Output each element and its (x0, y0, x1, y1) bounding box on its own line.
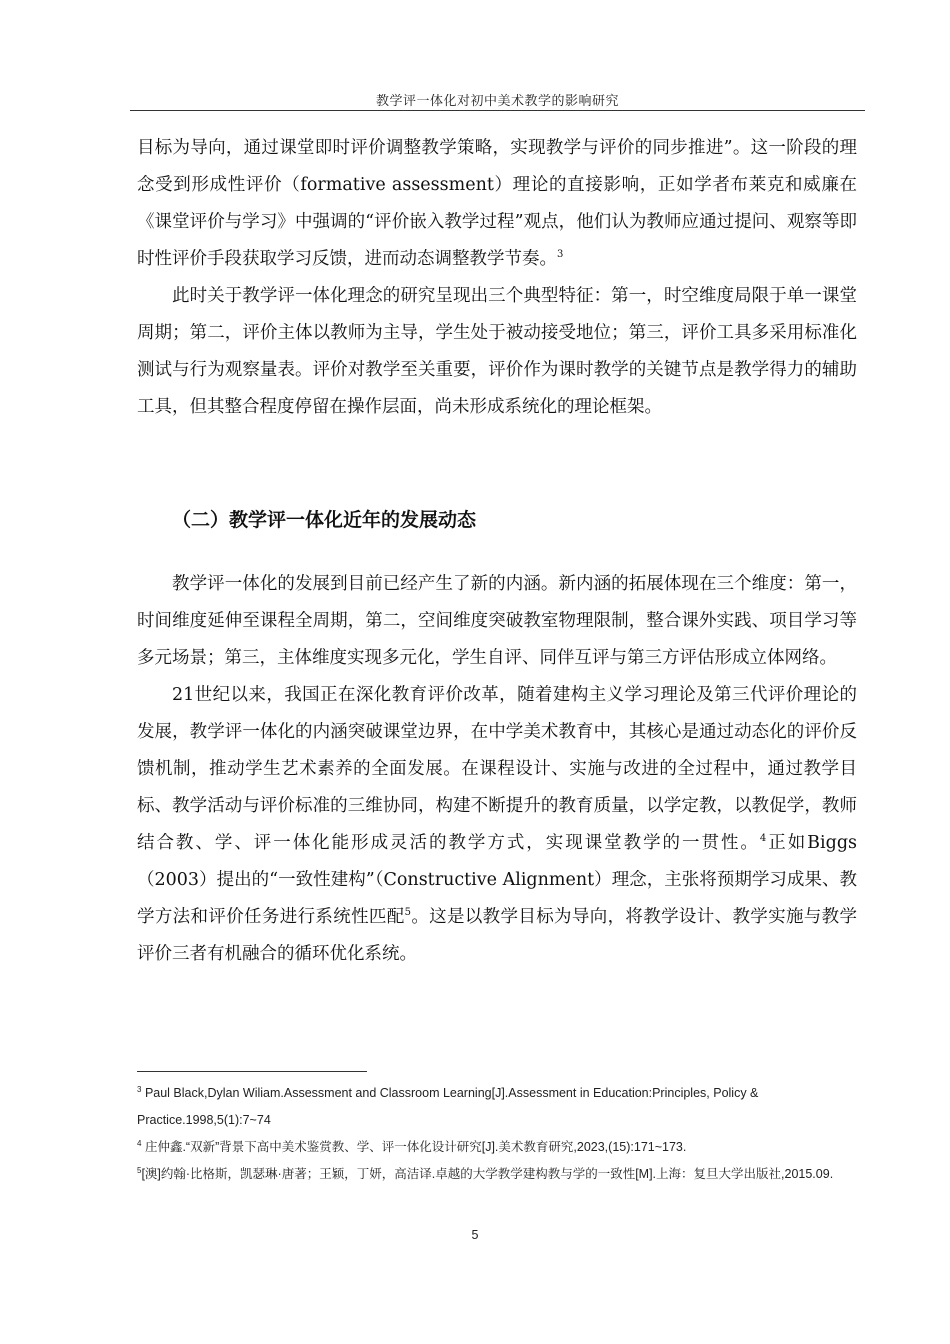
footnote-4 (137, 1134, 857, 1161)
running-header: 教学评一体化对初中美术教学的影响研究 (375, 94, 619, 109)
paragraph-3: 教学评一体化的发展到目前已经产生了新的内涵。新内涵的拓展体现在三个维度：第一，时间维度延伸至课程全周期，第二，空间维度突破教室物理限制，整合课外实践、项目学习等多元场景；第三，主体维度实现多元化，学生自评、同伴互评与第三方评估形成立体网络。 (137, 574, 857, 668)
paragraph-4 (137, 677, 857, 973)
paragraph-4-text-b: 正如Biggs（2003）提出的“一致性建构”（Constructive Alignment）理念，主张将预期学习成果、教学方法和评价任务进行系统性匹配 (137, 833, 858, 927)
body-block-2 (137, 566, 857, 973)
footnote-3 (137, 1080, 857, 1134)
footnote-4-text: 庄仲鑫.“双新”背景下高中美术鉴赏教、学、评一体化设计研究[J].美术教育研究,2023,(15):171~173. (144, 1140, 687, 1154)
paragraph-4-text-c: 。这是以教学目标为导向，将教学设计、教学实施与教学评价三者有机融合的循环优化系统。 (137, 907, 857, 964)
paragraph-2: 此时关于教学评一体化理念的研究呈现出三个典型特征：第一，时空维度局限于单一课堂周期；第二，评价主体以教师为主导，学生处于被动接受地位；第三，评价工具多采用标准化测试与行为观察量表。评价对教学至关重要，评价作为课时教学的关键节点是教学得力的辅助工具，但其整合程度停留在操作层面，尚未形成系统化的理论框架。 (137, 286, 857, 417)
section-heading: （二）教学评一体化近年的发展动态 (172, 509, 477, 531)
paragraph-1-text: 目标为导向，通过课堂即时评价调整教学策略，实现教学与评价的同步推进”。这一阶段的理念受到形成性评价（formative assessment）理论的直接影响，正如学者布莱克和威廉在《课堂评价与学习》中强调的“评价嵌入教学过程”观点，他们认为教师应通过提问、观察等即时性评价手段获取学习反馈，进而动态调整教学节奏。 (137, 138, 857, 269)
footnote-ref-3[interactable]: 3 (557, 249, 564, 261)
footnote-rule (137, 1071, 367, 1072)
footnote-5 (137, 1161, 857, 1188)
footnote-ref-5[interactable]: 5 (404, 907, 411, 919)
paragraph-4-text-a: 21世纪以来，我国正在深化教育评价改革，随着建构主义学习理论及第三代评价理论的发展，教学评一体化的内涵突破课堂边界，在中学美术教育中，其核心是通过动态化的评价反馈机制，推动学生艺术素养的全面发展。在课程设计、实施与改进的全过程中，通过教学目标、教学活动与评价标准的三维协同，构建不断提升的教育质量，以学定教，以教促学，教师结合教、学、评一体化能形成灵活的教学方式，实现课堂教学的一贯性。 (137, 685, 857, 853)
body-block-1 (137, 130, 857, 426)
paragraph-1 (137, 130, 857, 278)
footnote-ref-4[interactable]: 4 (759, 833, 767, 845)
page-number: 5 (471, 1228, 479, 1242)
footnote-5-text: [澳]约翰·比格斯，凯瑟琳·唐著；王颖，丁妍，高洁译.卓越的大学教学建构教与学的一致性[M].上海：复旦大学出版社,2015.09. (141, 1167, 834, 1181)
header-rule (130, 110, 865, 111)
footnote-3-text: Paul Black,Dylan Wiliam.Assessment and Classroom Learning[J].Assessment in Education:Principles, Policy & Practice.1998,5(1):7~74 (137, 1086, 759, 1127)
footnotes (137, 1080, 857, 1188)
footnote-mark-3: 3 (137, 1084, 142, 1094)
footnote-mark-5: 5 (137, 1165, 142, 1175)
footnote-mark-4: 4 (137, 1138, 142, 1148)
